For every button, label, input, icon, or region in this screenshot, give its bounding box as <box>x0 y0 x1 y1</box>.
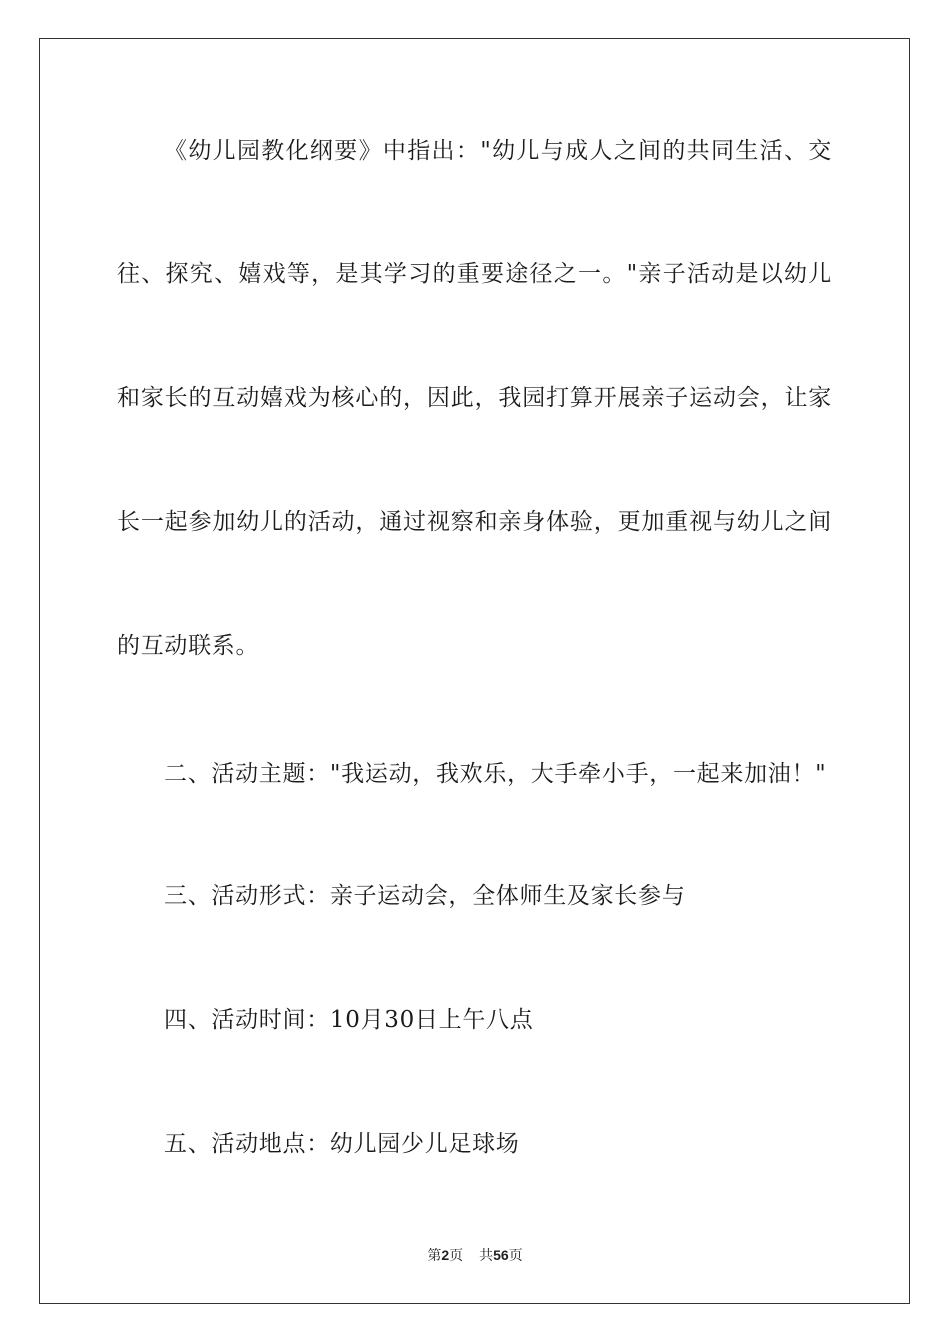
footer-prefix: 第 <box>427 1248 442 1264</box>
footer-page-unit: 页 <box>449 1248 464 1264</box>
paragraph-line-2: 往、探究、嬉戏等，是其学习的重要途径之一。"亲子活动是以幼儿 <box>117 261 832 287</box>
paragraph-line-1: 《幼儿园教化纲要》中指出："幼儿与成人之间的共同生活、交 <box>164 138 832 164</box>
section-item-theme: 二、活动主题："我运动，我欢乐，大手牵小手，一起来加油！" <box>164 761 827 787</box>
page-footer <box>0 1246 950 1265</box>
section-item-time: 四、活动时间：10月30日上午八点 <box>164 1007 534 1033</box>
footer-total-unit: 页 <box>508 1248 523 1264</box>
paragraph-line-5: 的互动联系。 <box>117 633 260 659</box>
footer-total-pages: 56 <box>493 1247 509 1263</box>
section-item-form: 三、活动形式：亲子运动会，全体师生及家长参与 <box>164 883 686 909</box>
page-frame <box>39 38 910 1304</box>
paragraph-line-4: 长一起参加幼儿的活动，通过视察和亲身体验，更加重视与幼儿之间 <box>117 509 832 535</box>
footer-total-prefix: 共 <box>479 1248 494 1264</box>
footer-page-number: 2 <box>441 1247 450 1263</box>
section-item-location: 五、活动地点：幼儿园少儿足球场 <box>164 1131 520 1157</box>
paragraph-line-3: 和家长的互动嬉戏为核心的，因此，我园打算开展亲子运动会，让家 <box>117 385 832 411</box>
